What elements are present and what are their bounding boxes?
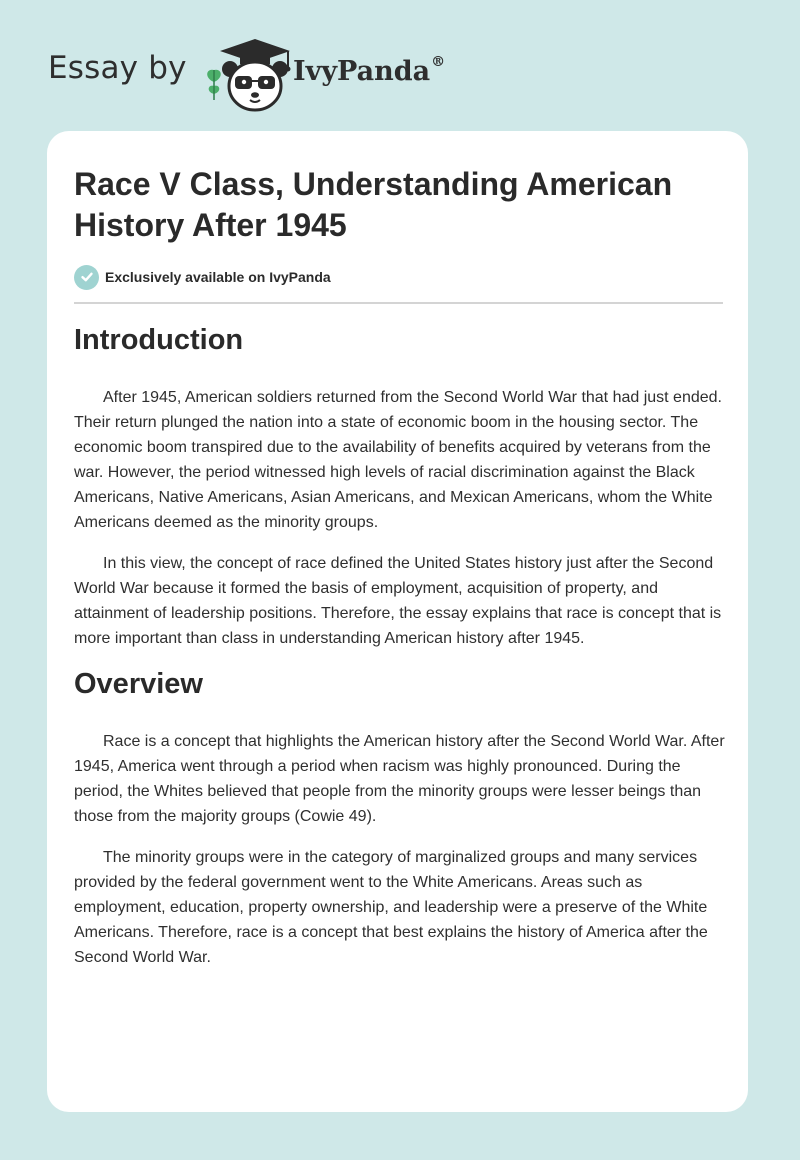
site-header	[48, 30, 508, 114]
badge-text: Exclusively available on IvyPanda	[105, 269, 331, 285]
essay-title: Race V Class, Understanding American History After 1945	[74, 166, 673, 243]
paragraph: In this view, the concept of race defined the United States history just after the Second World War because it formed the basis of employment, acquisition of property, and attainment of leadership positions. Therefore, the essay explains that race is concept that is more important than class in understanding American history after 1945.	[74, 555, 722, 647]
brand-name-text: IvyPanda	[293, 56, 431, 87]
divider	[74, 302, 723, 304]
essay-card	[47, 131, 748, 1112]
paragraph: After 1945, American soldiers returned from the Second World War that had just ended. Their return plunged the nation into a state of economic boom in the housing sector. The economic boom transpired due to the availability of benefits acquired by veterans from the war. However, the period witnessed high levels of racial discrimination against the Black Americans, Native Americans, Asian Americans, and Mexican Americans, whom the White Americans deemed as the minority groups.	[74, 389, 722, 531]
section-heading-introduction: Introduction	[74, 324, 244, 356]
registered-mark: ®	[431, 54, 446, 70]
brand-name[interactable]	[293, 56, 445, 87]
checkmark-icon	[74, 265, 99, 290]
paragraph: The minority groups were in the category of marginalized groups and many services provided by the federal government went to the White Americans. Areas such as employment, education, property ownership, and leadership were a preserve of the White Americans. Therefore, race is a concept that best explains the history of America after the Second World War.	[74, 849, 708, 966]
essay-by-label: Essay by	[48, 50, 187, 86]
panda-logo-icon[interactable]	[200, 34, 300, 114]
exclusive-badge	[74, 264, 331, 290]
section-heading-overview: Overview	[74, 668, 203, 700]
paragraph: Race is a concept that highlights the American history after the Second World War. After 1945, America went through a period when racism was highly pronounced. During the period, the Whites believed that people from the minority groups were lesser beings than those from the majority groups (Cowie 49).	[74, 733, 725, 825]
